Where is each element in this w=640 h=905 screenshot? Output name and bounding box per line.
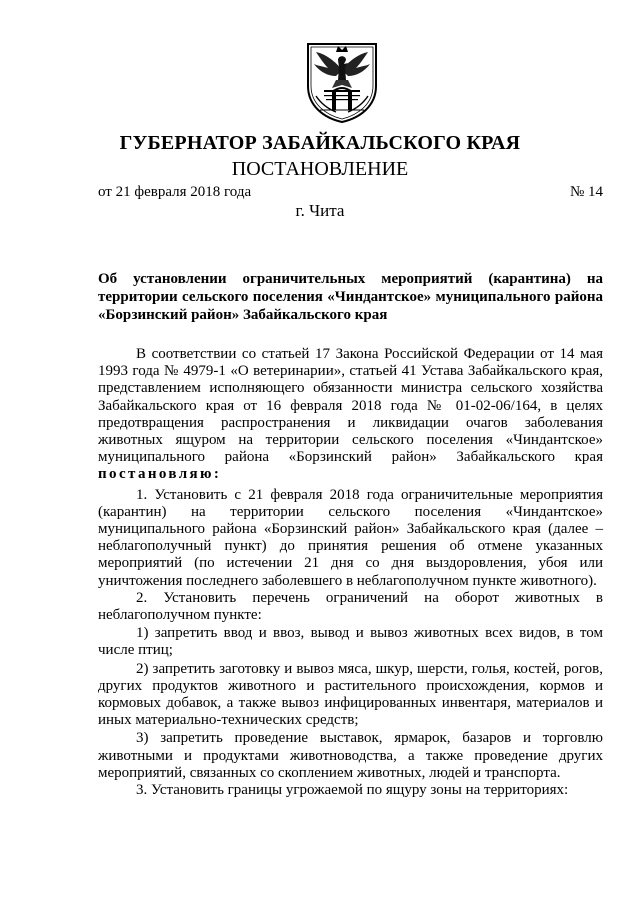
intro-keyword: постановляю: bbox=[98, 466, 222, 483]
document-date: от 21 февраля 2018 года bbox=[98, 184, 252, 200]
authority-heading: ГУБЕРНАТОР ЗАБАЙКАЛЬСКОГО КРАЯ bbox=[119, 132, 521, 154]
document-title: Об установлении ограничительных мероприятий (карантина) на территории сельского поселения «Чиндантское» муниципального района «Борзинский район» Забайкальского края bbox=[98, 271, 603, 323]
coat-of-arms-icon bbox=[302, 40, 382, 124]
paragraph-1: 1. Установить с 21 февраля 2018 года ограничительные мероприятия (карантин) на территории сельского поселения «Чиндантское» муниципального района «Борзинский район» Забайкальского края (далее – неблагополучный пункт) до принятия решения об отмене указанных мероприятий (по истечении 21 дня со дня выздоровления, убоя или уничтожения последнего заболевшего в неблагополучном пункте животного). bbox=[98, 486, 603, 589]
paragraph-3: 3. Установить границы угрожаемой по ящуру зоны на территориях: bbox=[136, 782, 569, 799]
paragraph-2-item-1: 1) запретить ввод и ввоз, вывод и вывоз животных всех видов, в том числе птиц; bbox=[98, 625, 603, 659]
paragraph-2-item-2: 2) запретить заготовку и вывоз мяса, шкур, шерсти, голья, костей, рогов, других продуктов животного и растительного происхождения, кормов и кормовых добавок, а также вывоз инфицированных инвентаря, материалов и иных материально-технических средств; bbox=[98, 660, 603, 729]
intro-paragraph bbox=[98, 346, 603, 484]
coat-of-arms-emblem bbox=[302, 40, 382, 124]
document-city: г. Чита bbox=[295, 201, 345, 220]
document-number: № 14 bbox=[569, 184, 603, 200]
document-type: ПОСТАНОВЛЕНИЕ bbox=[231, 158, 409, 180]
document-body bbox=[98, 346, 603, 799]
intro-text: В соответствии со статьей 17 Закона Российской Федерации от 14 мая 1993 года № 4979-1 «О ветеринарии», статьей 41 Устава Забайкальского края, представлением исполняющего обязанности министра сельского хозяйства Забайкальского края от 16 февраля 2018 года № 01-02-06/164, в целях предотвращения распространения и ликвидации очагов заболевания животных ящуром на территории сельского поселения «Чиндантское» муниципального района «Борзинский район» Забайкальского края bbox=[98, 346, 603, 466]
paragraph-2: 2. Установить перечень ограничений на оборот животных в неблагополучном пункте: bbox=[98, 589, 603, 624]
paragraph-2-item-3: 3) запретить проведение выставок, ярмарок, базаров и торговлю животными и продуктами животноводства, а также проведение других мероприятий, связанных со скоплением животных, людей и транспорта. bbox=[98, 730, 603, 781]
